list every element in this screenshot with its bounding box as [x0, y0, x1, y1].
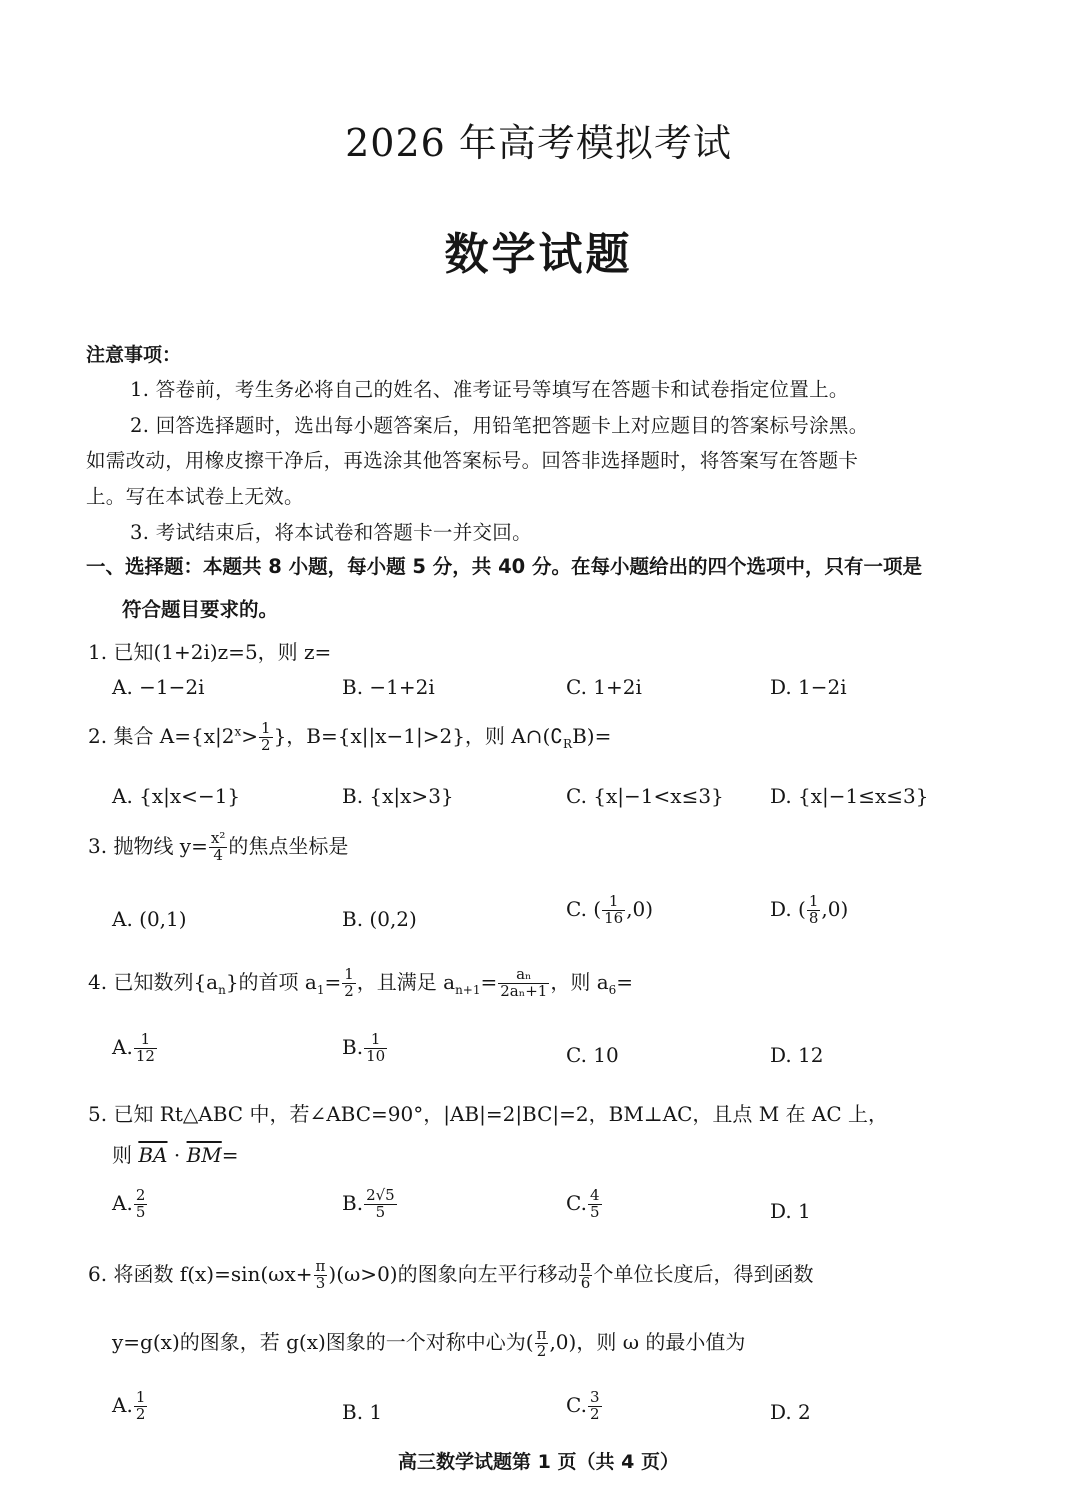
notes-item-3: 3. 考试结束后，将本试卷和答题卡一并交回。 [130, 521, 532, 544]
question-5-option-a: A. $\frac{2}{5}$ [112, 1186, 146, 1221]
question-2-stem: 2. 集合 $A=\{x|2^x>$ $\frac{1}{2}$ }，B={x||x−1|>2}，则 $A\cap(∁_RB)=$ [88, 719, 612, 754]
question-5-stem-line-2: 则 $\overline{BA} \cdot \overline{BM}=$ [112, 1143, 239, 1167]
question-5-option-c: C. $\frac{4}{5}$ [566, 1186, 600, 1221]
question-3-option-b: B. (0,2) [342, 907, 417, 931]
question-4-option-d: D. 12 [770, 1043, 824, 1067]
question-5-option-d: D. 1 [770, 1199, 811, 1223]
notes-item-2-line-3: 上。写在本试卷上无效。 [86, 485, 304, 508]
section-1-heading-line-1: 一、选择题：本题共 8 小题，每小题 5 分，共 40 分。在每小题给出的四个选项中，只有一项是 [86, 555, 923, 578]
subject-title: 数学试题 [444, 229, 633, 280]
question-3-stem: 3. 抛物线 y= $\frac{\text{x²}}{4}$ 的焦点坐标是 [88, 829, 349, 864]
page-footer: 高三数学试题第 1 页（共 4 页） [398, 1451, 679, 1473]
question-3-option-a: A. (0,1) [112, 907, 187, 931]
exam-title: 2026 年高考模拟考试 [345, 121, 732, 165]
question-3-option-c: C. ( $\frac{1}{16}$ ,0) [566, 892, 654, 927]
notes-item-1: 1. 答卷前，考生务必将自己的姓名、准考证号等填写在答题卡和试卷指定位置上。 [130, 378, 849, 401]
question-1-option-b: B. −1+2i [342, 675, 435, 699]
notes-heading: 注意事项： [86, 344, 182, 366]
question-6-stem-line-2: y=g(x)的图象，若 g(x)图象的一个对称中心为( $\frac{\pi}{2}$ ,0)，则 ω 的最小值为 [112, 1325, 746, 1360]
notes-item-2-line-2: 如需改动，用橡皮擦干净后，再选涂其他答案标号。回答非选择题时，将答案写在答题卡 [86, 449, 859, 472]
question-5-stem-line-1: 5. 已知 Rt△ABC 中，若∠ABC=90°，|AB|=2|BC|=2，BM⊥AC，且点 M 在 AC 上， [88, 1102, 889, 1126]
question-4-option-c: C. 10 [566, 1043, 619, 1067]
question-4-option-a: A. $\frac{1}{12}$ [112, 1030, 155, 1065]
vector-ba: $\overline{BA}$ [138, 1143, 168, 1167]
question-1-stem: 1. 已知(1+2i)z=5，则 z= [88, 640, 332, 664]
section-1-heading-line-2: 符合题目要求的。 [122, 598, 279, 621]
question-2-option-b: B. {x|x>3} [342, 784, 454, 808]
question-2-option-a: A. {x|x<−1} [112, 784, 241, 808]
question-1-option-a: A. −1−2i [112, 675, 205, 699]
question-2-option-d: D. {x|−1≤x≤3} [770, 784, 929, 808]
question-3-option-d: D. ( $\frac{1}{8}$ ,0) [770, 892, 849, 927]
question-6-stem-line-1: 6. 将函数 f(x)=sin(ωx+ $\frac{\pi}{3}$ )(ω>0)的图象向左平行移动 $\frac{\pi}{6}$ 个单位长度后，得到函数 [88, 1257, 814, 1292]
question-3-fraction: $\frac{\text{x²}}{4}$ [210, 829, 226, 864]
question-2-fraction: $\frac{1}{2}$ [261, 719, 271, 754]
question-2-option-c: C. {x|−1<x≤3} [566, 784, 724, 808]
question-6-option-a: A. $\frac{1}{2}$ [112, 1388, 146, 1423]
question-6-option-d: D. 2 [770, 1400, 811, 1424]
vector-bm: $\overline{BM}$ [186, 1143, 222, 1167]
question-6-option-b: B. 1 [342, 1400, 383, 1424]
question-5-option-b: B. $\frac{2√5}{5}$ [342, 1186, 395, 1221]
question-6-option-c: C. $\frac{3}{2}$ [566, 1388, 600, 1423]
question-1-option-c: C. 1+2i [566, 675, 642, 699]
question-4-stem: 4. 已知数列$\{a_n\}$的首项 $a_1=$ $\frac{1}{2}$ ，且满足 $a_{n+1}=$ $\frac{\text{aₙ}}{\text{2aₙ+1}}$ ，则 $a_6=$ [88, 965, 634, 1000]
question-1-option-d: D. 1−2i [770, 675, 847, 699]
notes-item-2-line-1: 2. 回答选择题时，选出每小题答案后，用铅笔把答题卡上对应题目的答案标号涂黑。 [130, 414, 869, 437]
question-4-option-b: B. $\frac{1}{10}$ [342, 1030, 386, 1065]
